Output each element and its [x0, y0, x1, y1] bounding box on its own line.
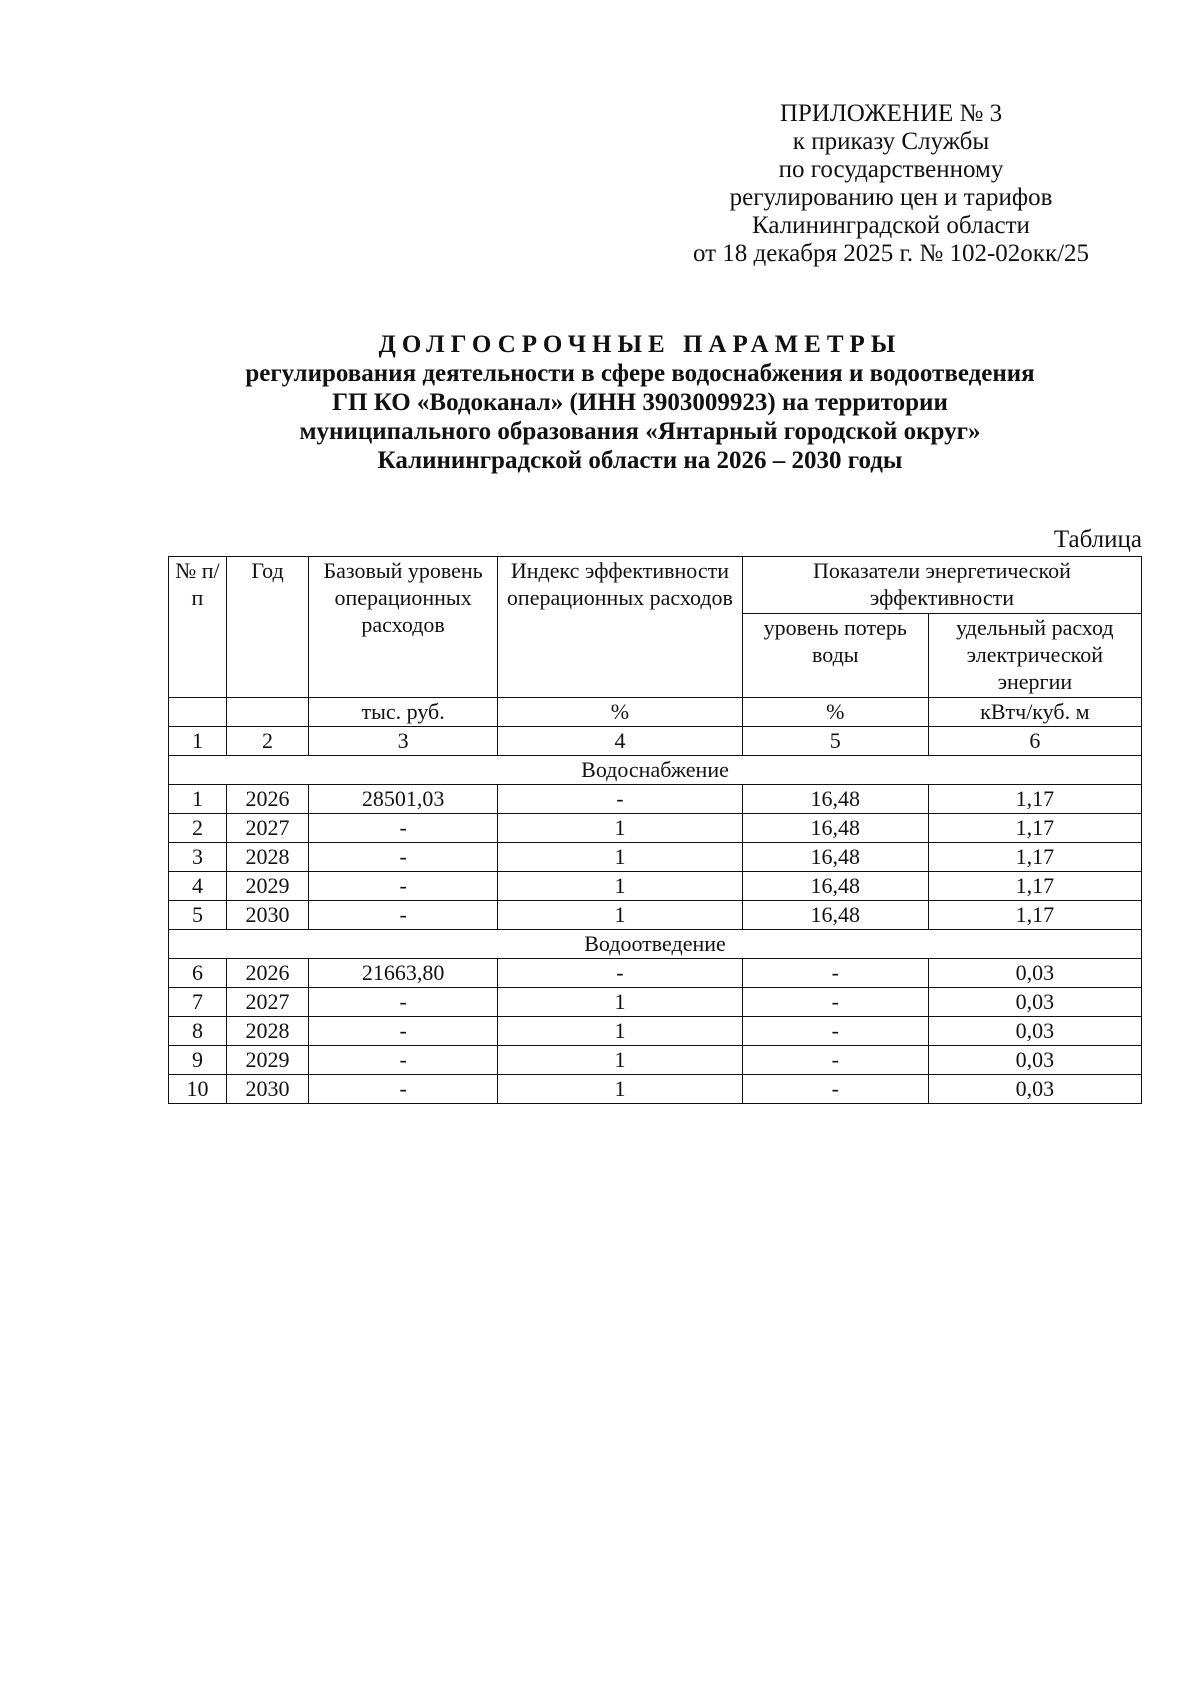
- column-number: 3: [309, 727, 498, 756]
- table-cell: 1,17: [928, 901, 1141, 930]
- table-cell: 1: [498, 1017, 743, 1046]
- table-caption: Таблица: [1053, 526, 1142, 553]
- table-cell: 1,17: [928, 872, 1141, 901]
- table-cell: 2029: [226, 1046, 308, 1075]
- column-number: 1: [169, 727, 227, 756]
- table-cell: 0,03: [928, 1075, 1141, 1104]
- table-cell: 8: [169, 1017, 227, 1046]
- table-cell: 2026: [226, 785, 308, 814]
- table-cell: 2: [169, 814, 227, 843]
- table-row: [169, 901, 1142, 930]
- table-cell: 2026: [226, 959, 308, 988]
- appendix-authority-1: по государственному: [778, 156, 1004, 183]
- table-cell: 2028: [226, 1017, 308, 1046]
- table-cell: 2027: [226, 814, 308, 843]
- table-cell: 2028: [226, 843, 308, 872]
- table-cell: 21663,80: [309, 959, 498, 988]
- table-cell: 2029: [226, 872, 308, 901]
- table-cell: 7: [169, 988, 227, 1017]
- table-cell: 1: [498, 901, 743, 930]
- table-cell: 0,03: [928, 988, 1141, 1017]
- appendix-authority-2: регулированию цен и тарифов: [729, 184, 1053, 211]
- header-num: № п/п: [169, 557, 227, 698]
- table-cell: -: [742, 1017, 928, 1046]
- section-title: Водоотведение: [169, 930, 1142, 959]
- table-cell: 1,17: [928, 785, 1141, 814]
- table-cell: 5: [169, 901, 227, 930]
- table-cell: 1: [498, 1075, 743, 1104]
- units-row: [169, 698, 1142, 727]
- header-row-1: [169, 557, 1142, 614]
- table-cell: -: [309, 1017, 498, 1046]
- appendix-region: Калининградской области: [752, 212, 1030, 239]
- unit-index: %: [498, 698, 743, 727]
- table-cell: 10: [169, 1075, 227, 1104]
- table-cell: 1: [169, 785, 227, 814]
- table-cell: 9: [169, 1046, 227, 1075]
- table-cell: -: [742, 959, 928, 988]
- header-electric: удельный расход электрической энергии: [928, 614, 1141, 698]
- table-row: [169, 785, 1142, 814]
- table-cell: 1,17: [928, 843, 1141, 872]
- table-cell: 1: [498, 872, 743, 901]
- unit-cell: [226, 698, 308, 727]
- table-row: [169, 988, 1142, 1017]
- parameters-table: [168, 556, 1142, 1104]
- table-row: [169, 843, 1142, 872]
- table-cell: 1: [498, 814, 743, 843]
- table-cell: -: [309, 901, 498, 930]
- title-line-2: регулирования деятельности в сфере водоснабжения и водоотведения: [245, 360, 1035, 387]
- table-cell: 0,03: [928, 1046, 1141, 1075]
- table-cell: -: [742, 1075, 928, 1104]
- table-cell: -: [309, 872, 498, 901]
- title-line-3: ГП КО «Водоканал» (ИНН 3903009923) на территории: [332, 389, 948, 416]
- table-row: [169, 872, 1142, 901]
- table-cell: 0,03: [928, 959, 1141, 988]
- title-main: ДОЛГОСРОЧНЫЕ ПАРАМЕТРЫ: [378, 331, 902, 358]
- table-cell: 1: [498, 843, 743, 872]
- appendix-order-ref: к приказу Службы: [792, 128, 990, 155]
- table-row: [169, 814, 1142, 843]
- table-cell: -: [498, 785, 743, 814]
- table-cell: -: [309, 843, 498, 872]
- table-cell: -: [498, 959, 743, 988]
- column-number: 5: [742, 727, 928, 756]
- table-cell: 28501,03: [309, 785, 498, 814]
- table-cell: -: [742, 988, 928, 1017]
- unit-electric: кВтч/куб. м: [928, 698, 1141, 727]
- table-row: [169, 959, 1142, 988]
- column-number: 6: [928, 727, 1141, 756]
- table-cell: 4: [169, 872, 227, 901]
- title-line-4: муниципального образования «Янтарный городской округ»: [299, 418, 981, 445]
- section-row: [169, 756, 1142, 785]
- appendix-number: ПРИЛОЖЕНИЕ № 3: [779, 100, 1003, 127]
- table-cell: 1,17: [928, 814, 1141, 843]
- table-cell: -: [309, 1046, 498, 1075]
- table-cell: 6: [169, 959, 227, 988]
- table-cell: 1: [498, 1046, 743, 1075]
- table-cell: 16,48: [742, 785, 928, 814]
- header-index: Индекс эффективности операционных расходов: [498, 557, 743, 698]
- table-cell: -: [309, 814, 498, 843]
- table-row: [169, 1046, 1142, 1075]
- table-cell: 16,48: [742, 843, 928, 872]
- table-cell: 1: [498, 988, 743, 1017]
- table-cell: -: [309, 988, 498, 1017]
- header-energy-group: Показатели энергетической эффективности: [742, 557, 1141, 614]
- table-cell: 0,03: [928, 1017, 1141, 1046]
- unit-loss: %: [742, 698, 928, 727]
- table-cell: 2027: [226, 988, 308, 1017]
- column-numbers-row: [169, 727, 1142, 756]
- header-base: Базовый уровень операционных расходов: [309, 557, 498, 698]
- table-cell: 2030: [226, 1075, 308, 1104]
- header-loss: уровень потерь воды: [742, 614, 928, 698]
- appendix-date: от 18 декабря 2025 г. № 102-02окк/25: [692, 240, 1090, 267]
- unit-cell: [169, 698, 227, 727]
- header-year: Год: [226, 557, 308, 698]
- appendix-block: [640, 100, 1142, 268]
- column-number: 4: [498, 727, 743, 756]
- column-number: 2: [226, 727, 308, 756]
- section-title: Водоснабжение: [169, 756, 1142, 785]
- section-row: [169, 930, 1142, 959]
- table-cell: 3: [169, 843, 227, 872]
- table-cell: 16,48: [742, 901, 928, 930]
- document-title: [150, 330, 1130, 475]
- title-line-5: Калининградской области на 2026 – 2030 годы: [377, 447, 903, 474]
- table-cell: 16,48: [742, 872, 928, 901]
- table-cell: 16,48: [742, 814, 928, 843]
- table-row: [169, 1075, 1142, 1104]
- table-row: [169, 1017, 1142, 1046]
- table-cell: -: [742, 1046, 928, 1075]
- table-cell: -: [309, 1075, 498, 1104]
- unit-base: тыс. руб.: [309, 698, 498, 727]
- table-cell: 2030: [226, 901, 308, 930]
